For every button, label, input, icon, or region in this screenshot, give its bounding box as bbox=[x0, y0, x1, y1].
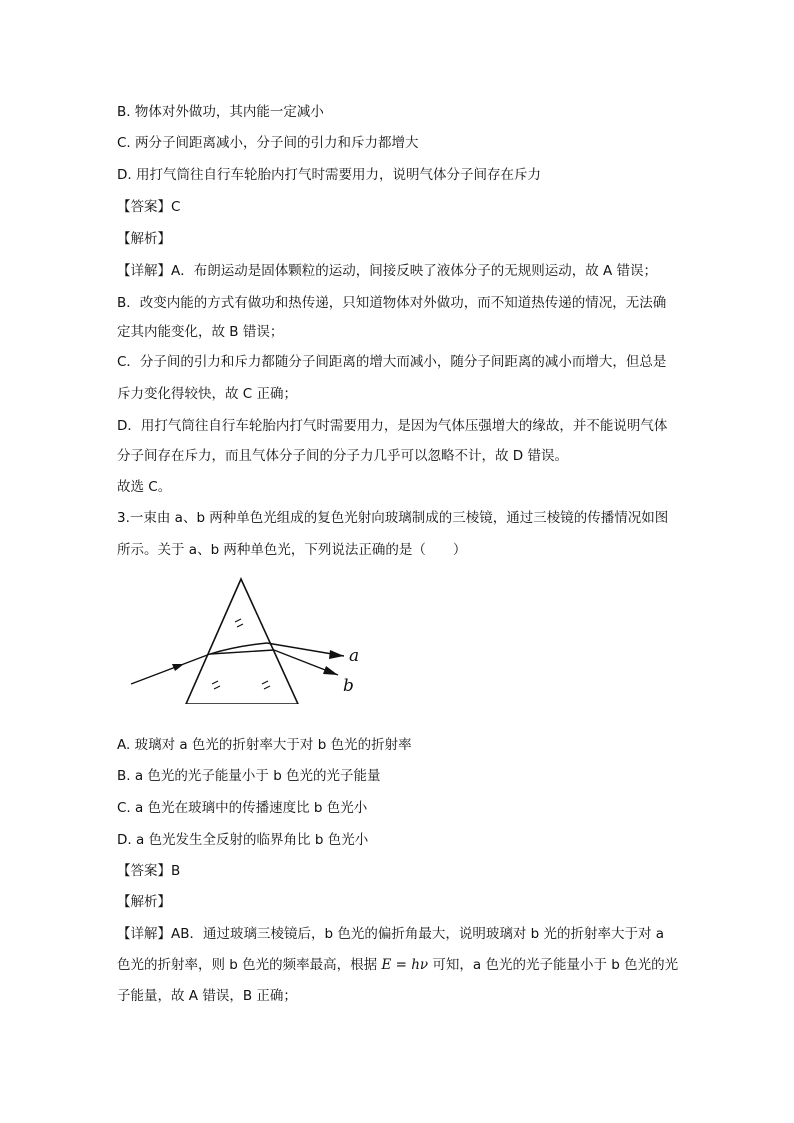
q3-option-c: C. a 色光在玻璃中的传播速度比 b 色光小 bbox=[117, 800, 368, 816]
q3-detail-text: 色光的折射率，则 b 色光的频率最高，根据 bbox=[117, 957, 382, 973]
q3-analysis-label: 【解析】 bbox=[117, 894, 171, 910]
incident-ray-arrow bbox=[172, 664, 184, 671]
q3-detail-line-2 bbox=[117, 955, 678, 975]
q3-detail-line: 【详解】AB．通过玻璃三棱镜后，b 色光的偏折角最大，说明玻璃对 b 光的折射率大于对 a bbox=[117, 926, 665, 942]
q2-detail-line: 【详解】A．布朗运动是固体颗粒的运动，间接反映了液体分子的无规则运动，故 A 错误； bbox=[117, 263, 658, 279]
q3-stem-line: 3.一束由 a、b 两种单色光组成的复色光射向玻璃制成的三棱镜，通过三棱镜的传播情况如图 bbox=[117, 510, 669, 526]
q3-option-a: A. 玻璃对 a 色光的折射率大于对 b 色光的折射率 bbox=[117, 737, 412, 753]
q2-option-d: D. 用打气筒往自行车轮胎内打气时需要用力，说明气体分子间存在斥力 bbox=[117, 167, 541, 183]
q3-option-b: B. a 色光的光子能量小于 b 色光的光子能量 bbox=[117, 768, 381, 784]
ray-label-a: a bbox=[349, 646, 360, 666]
prism-triangle bbox=[186, 579, 298, 704]
q2-detail-line: 故选 C。 bbox=[117, 479, 172, 495]
q2-analysis-label: 【解析】 bbox=[117, 231, 171, 247]
emergent-ray-b-arrow bbox=[323, 666, 338, 675]
ray-label-b: b bbox=[343, 676, 354, 696]
q2-detail-line: D．用打气筒往自行车轮胎内打气时需要用力，是因为气体压强增大的缘故，并不能说明气体 bbox=[117, 418, 668, 434]
q2-detail-line: 分子间存在斥力，而且气体分子间的分子力几乎可以忽略不计，故 D 错误。 bbox=[117, 448, 568, 464]
prism-diagram bbox=[126, 574, 366, 704]
q2-detail-line: B．改变内能的方式有做功和热传递，只知道物体对外做功，而不知道热传递的情况，无法确 bbox=[117, 295, 667, 311]
q2-answer: 【答案】C bbox=[117, 199, 181, 215]
q2-detail-line: C．分子间的引力和斥力都随分子间距离的增大而减小，随分子间距离的减小而增大，但总是 bbox=[117, 354, 667, 370]
q3-stem-line: 所示。关于 a、b 两种单色光，下列说法正确的是（ ） bbox=[117, 542, 467, 558]
q3-option-d: D. a 色光发生全反射的临界角比 b 色光小 bbox=[117, 832, 369, 848]
q3-detail-text: 可知，a 色光的光子能量小于 b 色光的光 bbox=[428, 957, 679, 973]
emergent-ray-a-arrow bbox=[329, 650, 344, 659]
q3-answer: 【答案】B bbox=[117, 863, 181, 879]
incident-ray bbox=[131, 654, 210, 684]
q2-detail-line: 定其内能变化，故 B 错误； bbox=[117, 324, 284, 340]
q2-option-c: C. 两分子间距离减小，分子间的引力和斥力都增大 bbox=[117, 135, 419, 151]
q2-detail-line: 斥力变化得较快，故 C 正确； bbox=[117, 386, 298, 402]
energy-formula: E = hν bbox=[381, 957, 429, 973]
q2-option-b: B. 物体对外做功，其内能一定减小 bbox=[117, 104, 324, 120]
q3-detail-line: 子能量，故 A 错误，B 正确； bbox=[117, 988, 297, 1004]
